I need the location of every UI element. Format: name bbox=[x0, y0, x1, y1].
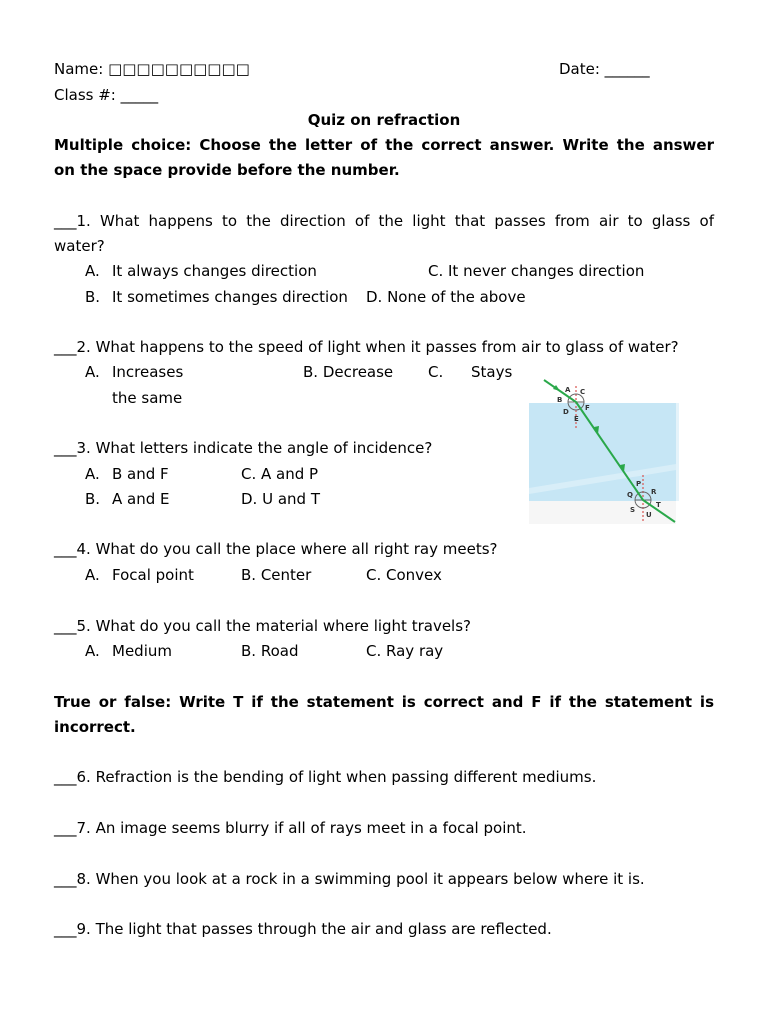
date-field: Date: ______ bbox=[559, 60, 650, 78]
mc-instructions-line1: Multiple choice: Choose the letter of the correct answer. Write the answer bbox=[54, 136, 714, 154]
name-label: Name: bbox=[54, 60, 109, 78]
q3-option-a-letter: A. bbox=[85, 465, 100, 483]
diagram-label-d: D bbox=[563, 408, 569, 416]
q5-option-c[interactable]: C. Ray ray bbox=[366, 642, 444, 660]
tf-item-9: ___9. The light that passes through the air and glass are reflected. bbox=[54, 920, 552, 938]
question-3-line1: ___3. What letters indicate the angle of incidence? bbox=[54, 439, 433, 457]
q1-option-b[interactable]: It sometimes changes direction bbox=[112, 288, 348, 306]
diagram-label-f: F bbox=[585, 404, 590, 412]
diagram-label-b: B bbox=[557, 396, 563, 404]
question-5-line1: ___5. What do you call the material where light travels? bbox=[54, 617, 471, 635]
q1-option-c[interactable]: C. It never changes direction bbox=[428, 262, 645, 280]
diagram-label-t: T bbox=[656, 501, 661, 509]
name-line bbox=[54, 59, 250, 79]
question-4-line1: ___4. What do you call the place where all right ray meets? bbox=[54, 540, 498, 558]
diagram-label-e: E bbox=[574, 415, 579, 423]
diagram-label-r: R bbox=[651, 488, 657, 496]
tf-item-7: ___7. An image seems blurry if all of rays meet in a focal point. bbox=[54, 819, 527, 837]
q5-option-a[interactable]: Medium bbox=[112, 642, 172, 660]
diagram-label-a: A bbox=[565, 386, 571, 394]
q4-option-a[interactable]: Focal point bbox=[112, 566, 194, 584]
question-1-line1: ___1. What happens to the direction of the light that passes from air to glass of bbox=[54, 212, 714, 230]
q4-option-a-letter: A. bbox=[85, 566, 100, 584]
page-title: Quiz on refraction bbox=[307, 111, 461, 129]
refraction-diagram bbox=[528, 378, 680, 526]
air-below bbox=[529, 501, 676, 524]
question-2-line1: ___2. What happens to the speed of light when it passes from air to glass of water? bbox=[54, 338, 679, 356]
water-block-edge bbox=[676, 403, 679, 501]
q2-option-c-continued: the same bbox=[112, 389, 183, 407]
q2-option-b[interactable]: B. Decrease bbox=[303, 363, 394, 381]
tf-item-6: ___6. Refraction is the bending of light when passing different mediums. bbox=[54, 768, 597, 786]
diagram-label-q: Q bbox=[627, 491, 633, 499]
q5-option-a-letter: A. bbox=[85, 642, 100, 660]
diagram-label-u: U bbox=[646, 511, 652, 519]
name-value: □□□□□□□□□□ bbox=[108, 60, 250, 78]
q2-option-c[interactable]: Stays bbox=[471, 363, 513, 381]
diagram-label-c: C bbox=[580, 388, 586, 396]
q1-option-a[interactable]: It always changes direction bbox=[112, 262, 317, 280]
q3-option-d[interactable]: D. U and T bbox=[241, 490, 320, 508]
q3-option-c[interactable]: C. A and P bbox=[241, 465, 319, 483]
q5-option-b[interactable]: B. Road bbox=[241, 642, 299, 660]
q2-option-a[interactable]: Increases bbox=[112, 363, 184, 381]
q2-option-a-letter: A. bbox=[85, 363, 100, 381]
mc-instructions-line2: on the space provide before the number. bbox=[54, 161, 400, 179]
tf-item-8: ___8. When you look at a rock in a swimming pool it appears below where it is. bbox=[54, 870, 645, 888]
diagram-label-p: P bbox=[636, 480, 642, 488]
tf-instructions-line2: incorrect. bbox=[54, 718, 136, 736]
q4-option-c[interactable]: C. Convex bbox=[366, 566, 442, 584]
q2-option-c-letter: C. bbox=[428, 363, 444, 381]
q1-option-d[interactable]: D. None of the above bbox=[366, 288, 526, 306]
diagram-label-s: S bbox=[630, 506, 636, 514]
q3-option-b[interactable]: A and E bbox=[112, 490, 170, 508]
q1-option-a-letter: A. bbox=[85, 262, 100, 280]
question-1-line2: water? bbox=[54, 237, 105, 255]
q3-option-b-letter: B. bbox=[85, 490, 101, 508]
q3-option-a[interactable]: B and F bbox=[112, 465, 169, 483]
class-field: Class #: _____ bbox=[54, 86, 159, 104]
tf-instructions-line1: True or false: Write T if the statement is correct and F if the statement is bbox=[54, 693, 714, 711]
q4-option-b[interactable]: B. Center bbox=[241, 566, 312, 584]
q1-option-b-letter: B. bbox=[85, 288, 101, 306]
